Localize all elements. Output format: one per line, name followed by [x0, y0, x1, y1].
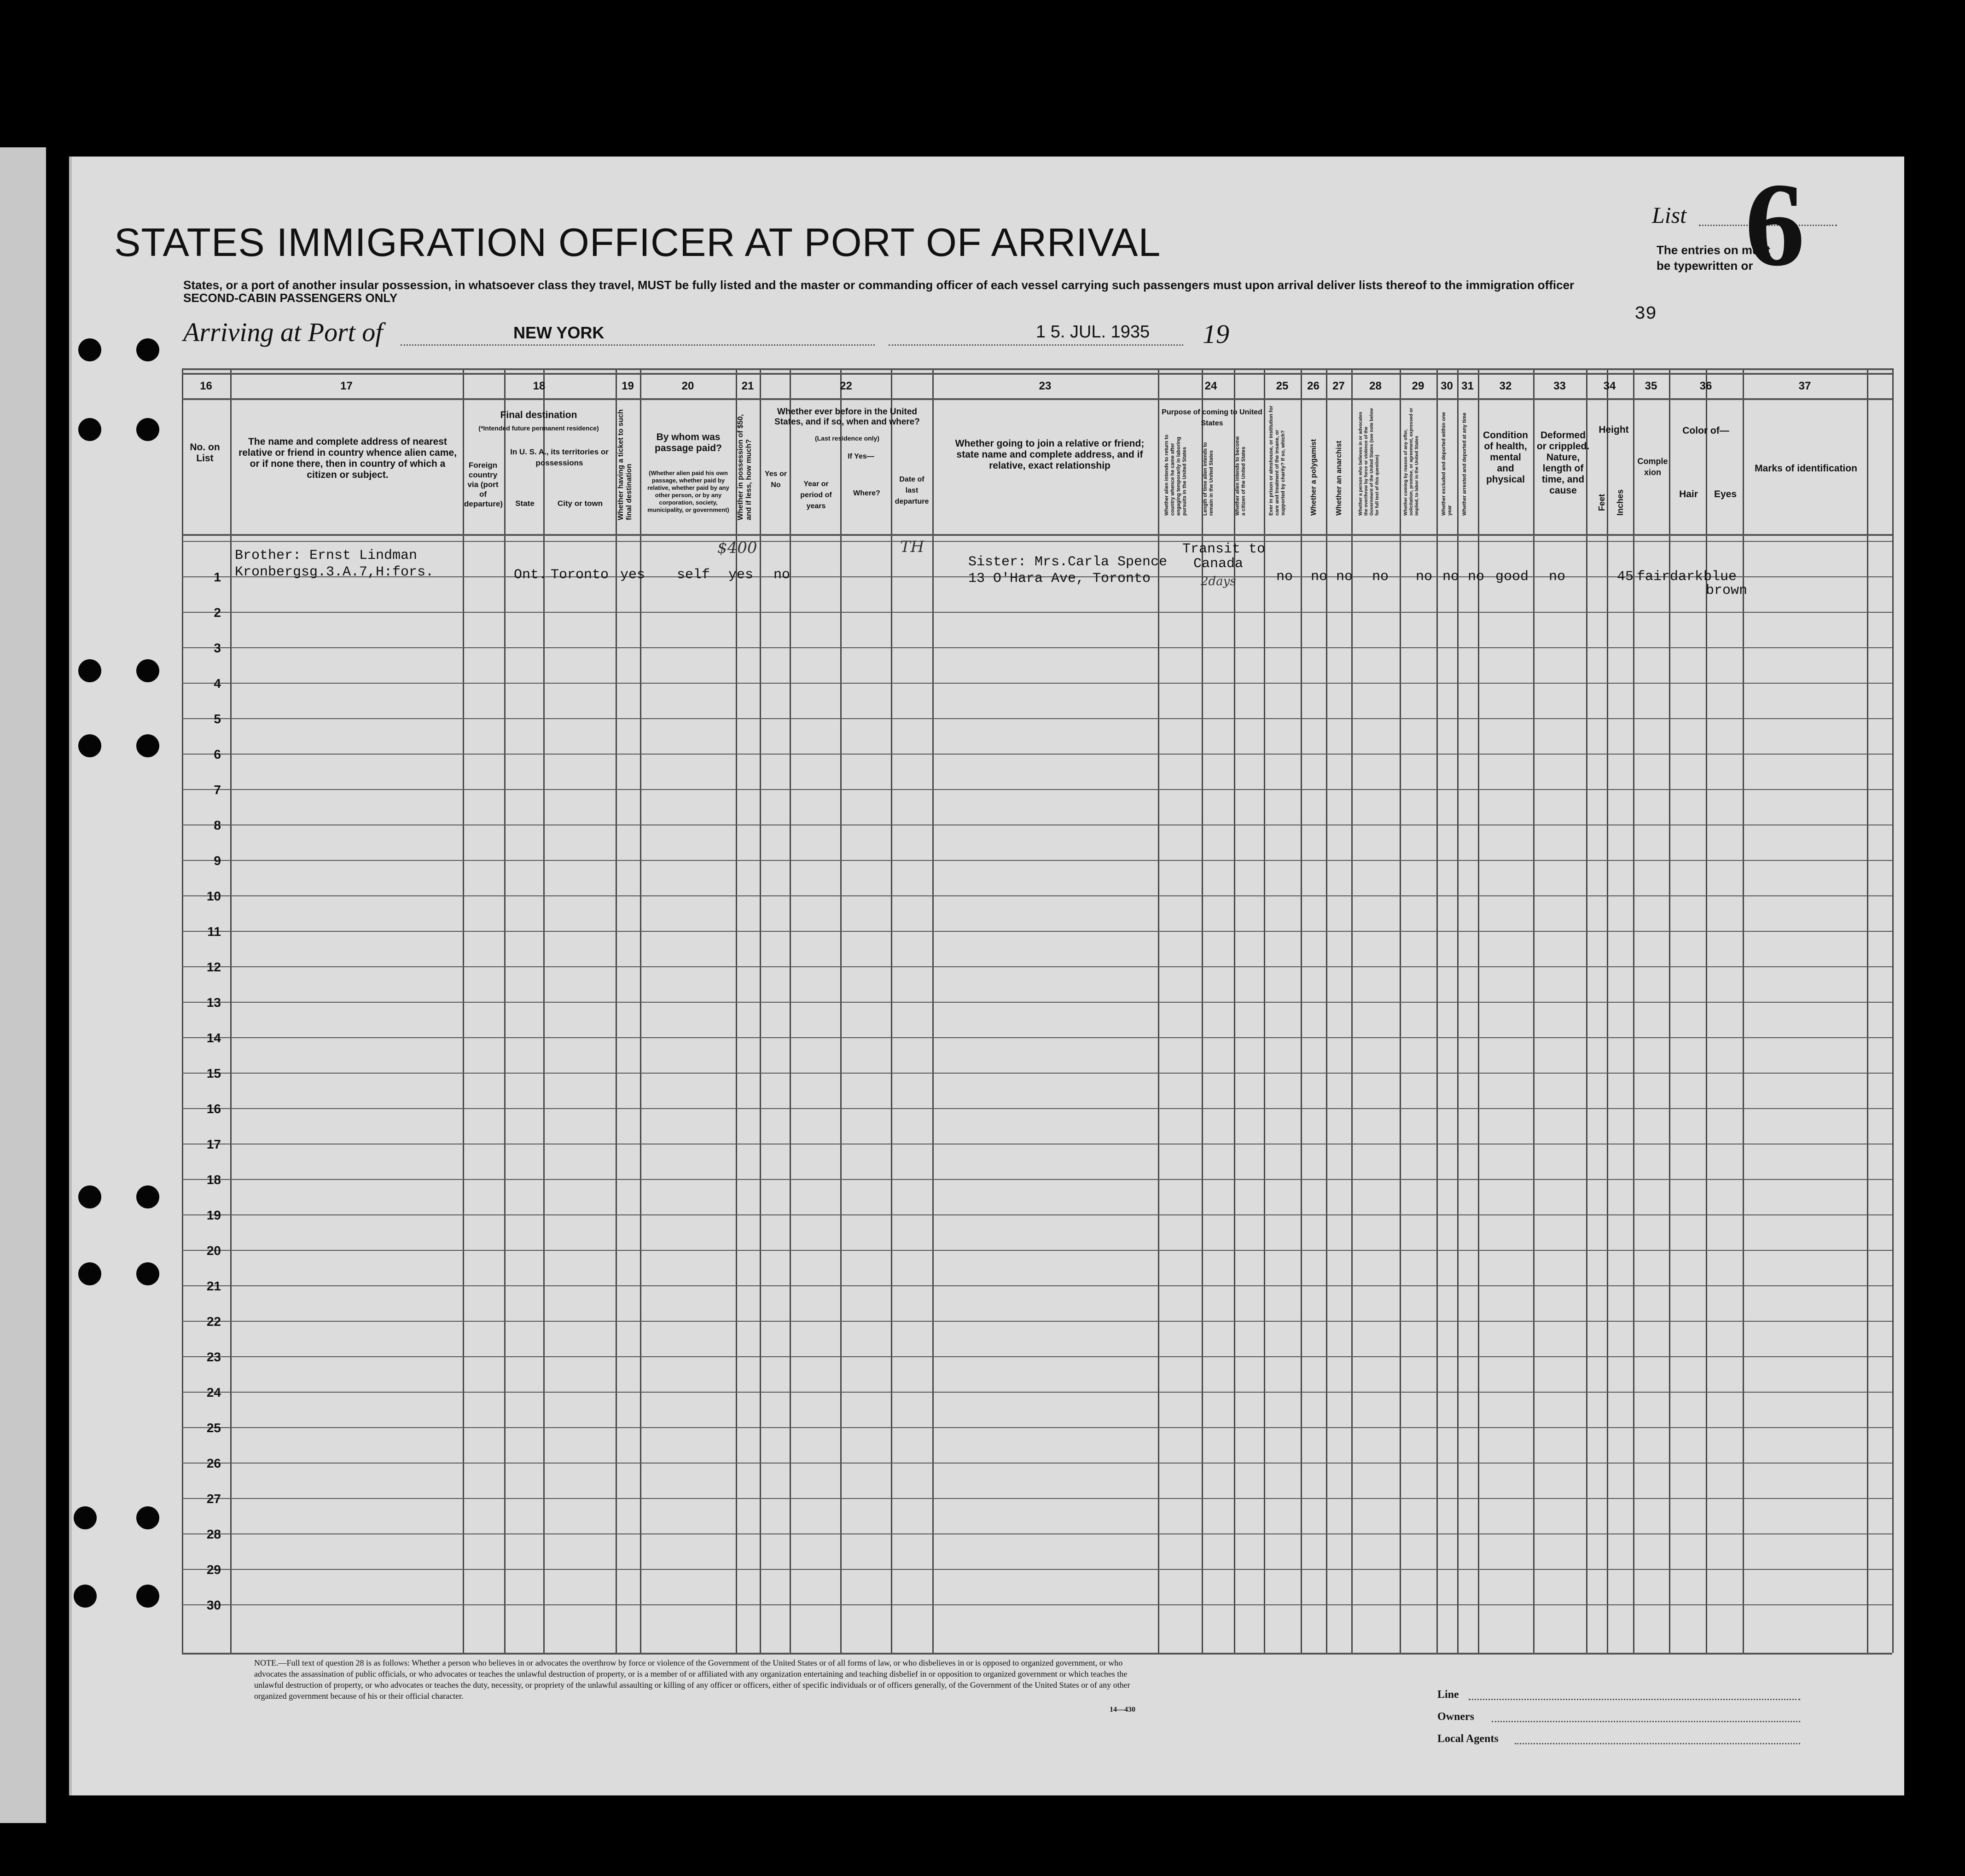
list-label: List [1652, 202, 1687, 228]
header-polygamist: Whether a polygamist [1310, 439, 1318, 516]
header-state: State [515, 499, 535, 508]
row-number: 23 [206, 1350, 221, 1364]
row-number: 7 [214, 783, 221, 797]
column-number: 16 [200, 380, 212, 392]
row-number: 24 [206, 1385, 221, 1400]
grid-row-line [182, 1498, 1892, 1499]
row1-ticket: yes [620, 567, 645, 583]
grid-row-line [182, 931, 1892, 932]
grid-row-line [182, 1108, 1892, 1109]
grid-row-line [182, 1002, 1892, 1003]
row-number: 10 [206, 889, 221, 903]
header-prison: Ever in prison or almshouse, or institution for care and treatment of the insane, or supported by charity? If so, which? [1268, 406, 1286, 516]
row1-arrested: no [1468, 569, 1485, 585]
arrival-date-stamp: 1 5. JUL. 1935 [1036, 322, 1150, 342]
header-by-whom-note: (Whether alien paid his own passage, whether paid by relative, whether paid by any other person, or by any corporation, society, municipality, or government) [647, 470, 729, 513]
binder-hole [78, 659, 101, 682]
grid-row-line [182, 1569, 1892, 1570]
row-number: 14 [206, 1031, 221, 1045]
binder-hole [136, 1185, 159, 1208]
row-number: 29 [206, 1562, 221, 1577]
column-number: 31 [1461, 380, 1474, 392]
row1-eyes-line2: brown [1706, 583, 1748, 598]
binder-hole [136, 338, 159, 361]
grid-row-line [182, 1604, 1892, 1605]
grid-row-line [182, 1073, 1892, 1074]
grid-row-line [182, 966, 1892, 967]
binder-hole [136, 1262, 159, 1285]
header-yes-or-no: Yes or No [764, 470, 787, 489]
grid-vline [1743, 368, 1744, 1653]
column-number: 18 [533, 380, 546, 392]
grid-row-line [182, 1214, 1892, 1215]
binder-hole [78, 734, 101, 757]
header-contract: Whether coming by reason of any offer, solicitation, promise, or agreement, expressed or implied, to labor in the United States [1403, 408, 1419, 516]
row-number: 28 [206, 1527, 221, 1541]
header-excluded: Whether excluded and deported within one year [1441, 412, 1453, 516]
header-overthrow: Whether a person who believes in or advocates the overthrow by force or violence of the Government of the United States (see note below for full text of this question) [1358, 408, 1380, 516]
column-number: 26 [1307, 380, 1320, 392]
grid-row-line [182, 647, 1892, 648]
column-number: 24 [1204, 380, 1217, 392]
header-city: City or town [557, 499, 603, 508]
grid-vline [1436, 368, 1438, 1653]
grid-hline [182, 368, 1892, 370]
row1-purpose-line1: Transit to [1182, 541, 1266, 557]
header-feet: Feet [1597, 494, 1606, 511]
grid-vline [1478, 368, 1479, 1653]
row1-complexion: fair [1637, 569, 1670, 585]
header-where: Where? [853, 489, 880, 497]
row1-eyes-line1: blue [1703, 569, 1737, 585]
footer-owners-label: Owners [1437, 1711, 1474, 1723]
row-number: 16 [206, 1102, 221, 1116]
header-year-period: Year or period of years [800, 480, 832, 510]
footer-local-agents-label: Local Agents [1437, 1733, 1499, 1745]
footer-local-agents-dots [1515, 1743, 1800, 1744]
grid-vline [932, 368, 934, 1653]
binder-hole [78, 338, 101, 361]
grid-vline [1867, 368, 1868, 1653]
arriving-label: Arriving at Port of [183, 317, 383, 347]
grid-vline [1586, 368, 1587, 1653]
row-number: 30 [206, 1598, 221, 1612]
column-number: 19 [622, 380, 634, 392]
grid-vline [736, 368, 737, 1653]
row-number: 12 [206, 960, 221, 974]
header-hair: Hair [1679, 489, 1698, 499]
row-number: 11 [207, 924, 221, 939]
column-number: 37 [1798, 380, 1811, 392]
grid-vline [790, 368, 791, 1653]
header-deformed: Deformed or crippled. Nature, length of time, and cause [1536, 430, 1590, 496]
row-number: 17 [206, 1137, 221, 1151]
row-number: 21 [206, 1279, 221, 1293]
row1-handwritten-mark: TH [900, 538, 924, 556]
row1-city: Toronto [551, 567, 609, 583]
header-condition: Condition of health, mental and physical [1483, 430, 1528, 485]
adjacent-page-edge [0, 147, 46, 1823]
row1-purpose-handwritten: 2days [1201, 575, 1236, 588]
row1-feet: 5 [1625, 569, 1634, 585]
row-number: 5 [214, 712, 221, 726]
header-arrested: Whether arrested and deported at any time [1462, 412, 1467, 516]
typewritten-note-line: be typewritten or [1657, 259, 1753, 273]
list-number: 6 [1745, 158, 1805, 291]
row-number: 8 [214, 818, 221, 832]
column-number: 29 [1412, 380, 1424, 392]
header-marks: Marks of identification [1755, 463, 1857, 474]
grid-row-line [182, 895, 1892, 896]
header-final-destination-note: (*Intended future permanent residence) [478, 424, 599, 432]
grid-vline [1301, 368, 1302, 1653]
row-number: 3 [214, 641, 221, 655]
header-join-relative: Whether going to join a relative or friend; state name and complete address, and if relative, exact relationship [955, 438, 1145, 471]
header-subtitle: States, or a port of another insular possession, in whatsoever class they travel, MUST be fully listed and the master or commanding officer of each vessel carrying such passengers must upon arrival deliver lists thereof to the immigration officer [183, 278, 1575, 292]
row1-join-line1: Sister: Mrs.Carla Spence [968, 554, 1168, 570]
grid-vline [840, 368, 842, 1653]
column-number: 35 [1645, 380, 1657, 392]
grid-row-line [182, 1179, 1892, 1180]
row1-excluded: no [1442, 569, 1459, 585]
binder-hole [136, 1506, 159, 1529]
grid-vline [1351, 368, 1353, 1653]
header-inches: Inches [1616, 489, 1625, 516]
column-number: 28 [1369, 380, 1382, 392]
row1-relative-line1: Brother: Ernst Lindman [235, 548, 418, 563]
manifest-page [69, 157, 1904, 1795]
column-number: 17 [340, 380, 353, 392]
header-purpose-b: Length of time alien intends to remain in the United States [1203, 442, 1214, 516]
cabin-class: SECOND-CABIN PASSENGERS ONLY [183, 291, 398, 305]
column-number: 23 [1039, 380, 1052, 392]
grid-vline [1633, 368, 1634, 1653]
grid-row-line [182, 683, 1892, 684]
binder-hole [136, 734, 159, 757]
header-ever-before: Whether ever before in the United States, and if so, when and where? [774, 407, 920, 427]
grid-row-line [182, 1321, 1892, 1322]
row1-anarchist: no [1336, 569, 1353, 585]
grid-row-line [182, 1356, 1892, 1357]
grid-row-line [182, 1463, 1892, 1464]
column-number: 32 [1499, 380, 1512, 392]
binder-hole [78, 1185, 101, 1208]
header-if-yes: If Yes— [848, 453, 874, 460]
binder-hole [74, 1506, 97, 1529]
grid-row-line [182, 1533, 1892, 1534]
row1-condition: good [1495, 569, 1529, 585]
page-title: STATES IMMIGRATION OFFICER AT PORT OF ARRIVAL [114, 221, 1161, 265]
header-foreign-country: Foreign country via (port of departure) [464, 461, 503, 508]
column-number: 22 [840, 380, 852, 392]
row-number: 26 [206, 1456, 221, 1470]
grid-vline [760, 368, 761, 1653]
grid-vline [1669, 368, 1670, 1653]
grid-vline [230, 368, 232, 1653]
row1-state: Ont. [514, 567, 547, 583]
header-final-destination: Final destination [500, 410, 577, 420]
grid-vline [1264, 368, 1265, 1653]
header-eyes: Eyes [1714, 489, 1737, 499]
binder-hole [78, 1262, 101, 1285]
row1-overthrow: no [1372, 569, 1389, 585]
footer-line-dots [1469, 1699, 1800, 1700]
footer-owners-dots [1492, 1721, 1800, 1722]
row-number: 22 [206, 1314, 221, 1329]
row1-paid-by: self [677, 567, 710, 583]
grid-hline [182, 534, 1892, 536]
row-number: 15 [206, 1066, 221, 1080]
column-number: 33 [1553, 380, 1566, 392]
grid-vline [182, 368, 183, 1653]
grid-vline [1326, 368, 1327, 1653]
row-number: 13 [206, 995, 221, 1010]
row1-prison: no [1276, 569, 1293, 585]
header-purpose: Purpose of coming to United States [1162, 408, 1262, 427]
row-number: 1 [214, 570, 221, 584]
row1-join-line2: 13 O'Hara Ave, Toronto [968, 571, 1151, 587]
column-number: 25 [1276, 380, 1289, 392]
grid-row-line [182, 541, 1892, 542]
grid-vline [1607, 368, 1608, 1653]
grid-hline [182, 373, 1892, 375]
form-code: 14—430 [1110, 1706, 1135, 1713]
header-by-whom: By whom was passage paid? [655, 432, 722, 453]
grid-vline [640, 368, 641, 1653]
grid-row-line [182, 718, 1892, 719]
grid-row-line [182, 1250, 1892, 1251]
grid-vline [1533, 368, 1535, 1653]
sheet-number: 39 [1634, 304, 1657, 325]
row-number: 18 [206, 1173, 221, 1187]
typewritten-note [1657, 242, 1770, 273]
column-number: 20 [681, 380, 694, 392]
row1-hair: dark [1670, 569, 1703, 585]
header-anarchist: Whether an anarchist [1335, 441, 1343, 516]
binder-hole [74, 1585, 97, 1608]
row-number: 6 [214, 747, 221, 761]
grid-row-line [182, 754, 1892, 755]
row1-relative-line2: Kronbergsg.3.A.7,H:fors. [235, 564, 434, 580]
grid-vline [504, 368, 506, 1653]
header-possession: Whether in possession of $50, and if less, how much? [737, 414, 753, 520]
grid-row-line [182, 1037, 1892, 1038]
row1-polygamist: no [1311, 569, 1328, 585]
header-purpose-c: Whether alien intends to become a citizen of the United States [1235, 436, 1246, 516]
row1-possession: yes [728, 567, 754, 583]
typewritten-note-line: The entries on must [1657, 243, 1771, 257]
row1-deformed: no [1549, 569, 1566, 585]
header-ever-before-note: (Last residence only) [814, 435, 880, 442]
grid-vline [1457, 368, 1459, 1653]
header-relative: The name and complete address of nearest relative or friend in country whence alien came, or if none there, then in country of which a citizen or subject. [238, 436, 457, 480]
grid-bottom-line [182, 1653, 1892, 1655]
binder-hole [78, 418, 101, 441]
header-complexion: Complexion [1637, 457, 1668, 477]
grid-row-line [182, 789, 1892, 790]
year-prefix: 19 [1203, 319, 1229, 349]
row-number: 9 [214, 854, 221, 868]
header-in-usa: In U. S. A., its territories or possessions [510, 447, 609, 467]
row1-contract: no [1416, 569, 1433, 585]
grid-vline [543, 368, 545, 1653]
column-number: 27 [1332, 380, 1345, 392]
row1-purpose-line2: Canada [1193, 556, 1244, 572]
question-28-note: NOTE.—Full text of question 28 is as follows: Whether a person who believes in or advocates the overthrow by force or violence of the Government of the United States or of all forms of law, or who disbelieves in or is opposed to organized government, or who advocates the assassination of public officials, or who advocates or teaches the unlawful destruction of property, or is a member of or affiliated with any organization entertaining and teaching disbelief in or opposition to organized government or which teaches the unlawful destruction of property, or who advocates or teaches the duty, necessity, or propriety of the unlawful assaulting or killing of any officer or officers, either of specific individuals or of officers generally, of the Government of the United States or of any other organized government because of his or their official character. [254, 1658, 1130, 1701]
grid-vline [891, 368, 892, 1653]
header-no-on-list: No. on List [190, 442, 220, 464]
header-purpose-a: Whether alien intends to return to country whence he came after engaging temporarily in laboring pursuits in the United States [1164, 434, 1187, 516]
grid-vline [1892, 368, 1894, 1653]
grid-hline [182, 398, 1892, 400]
port-name: NEW YORK [513, 323, 605, 342]
header-ticket: Whether having a ticket to such final destination [617, 409, 633, 520]
row-number: 2 [214, 605, 221, 620]
binder-hole [136, 659, 159, 682]
grid-vline [1400, 368, 1401, 1653]
date-dotted-line [889, 344, 1183, 346]
grid-row-line [182, 860, 1892, 861]
grid-row-line [182, 1427, 1892, 1428]
binder-hole [136, 1585, 159, 1608]
grid-row-line [182, 612, 1892, 613]
column-number: 36 [1699, 380, 1712, 392]
header-date-last: Date of last departure [895, 476, 929, 505]
footer-line-label: Line [1437, 1689, 1459, 1701]
header-height: Height [1599, 424, 1629, 435]
column-number: 30 [1441, 380, 1453, 392]
column-number: 34 [1603, 380, 1616, 392]
grid-vline [463, 368, 464, 1653]
grid-vline [616, 368, 617, 1653]
grid-row-line [182, 1285, 1892, 1286]
header-color-of: Color of— [1682, 425, 1729, 436]
row1-inches: 4 [1617, 569, 1626, 585]
row1-possession-amount: $400 [717, 539, 757, 557]
port-dotted-line [401, 344, 875, 346]
row-number: 20 [206, 1243, 221, 1258]
row-number: 25 [206, 1421, 221, 1435]
row-number: 27 [206, 1492, 221, 1506]
grid-vline [1706, 368, 1707, 1653]
column-number: 21 [741, 380, 754, 392]
row-number: 4 [214, 676, 221, 691]
grid-row-line [182, 1392, 1892, 1393]
binder-hole [136, 418, 159, 441]
row-number: 19 [206, 1208, 221, 1222]
row1-ever-before: no [773, 567, 791, 583]
